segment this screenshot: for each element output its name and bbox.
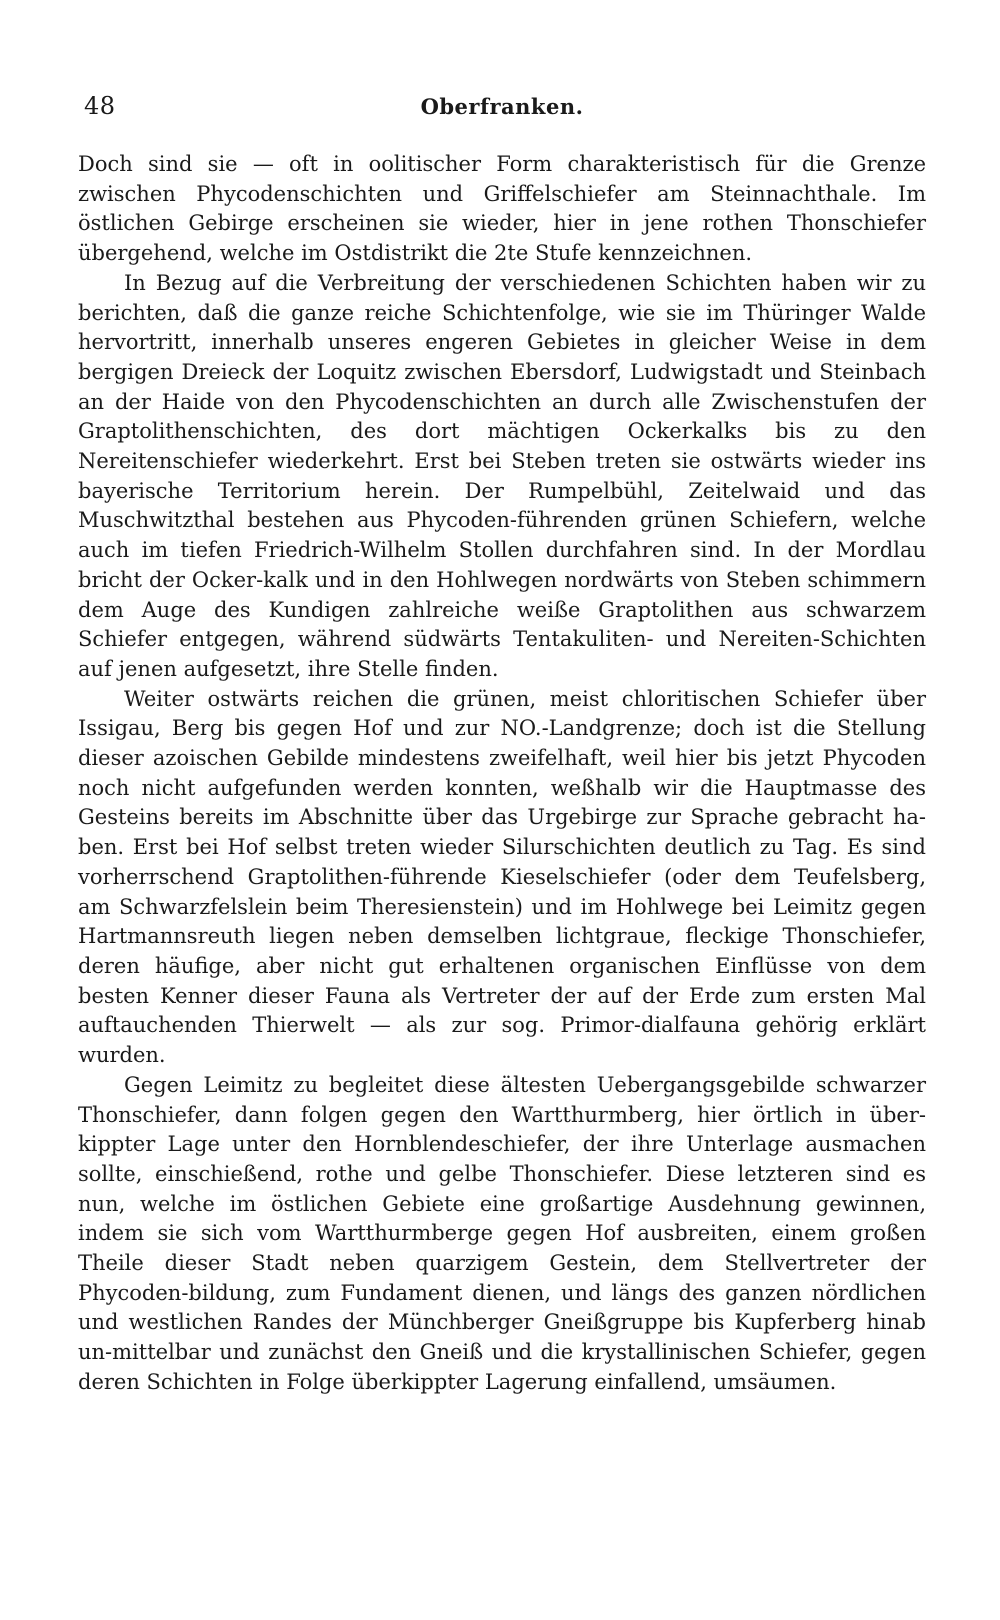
page-number: 48 [84,92,116,120]
book-page [78,92,926,1398]
paragraph-leimitz: Gegen Leimitz zu begleitet diese ältesten Uebergangsgebilde schwarzer Thonschiefer, dann folgen gegen den Wartthurmberg, hier örtlich in über-kippter Lage unter den Hornblendeschiefer, der ihre Unterlage ausmachen sollte, einschießend, rothe und gelbe Thonschiefer. Diese letzteren sind es nun, welche im östlichen Gebiete eine großartige Ausdehnung gewinnen, indem sie sich vom Wartthurmberge gegen Hof ausbreiten, einem großen Theile dieser Stadt neben quarzigem Gestein, dem Stellvertreter der Phycoden-bildung, zum Fundament dienen, und längs des ganzen nördlichen und westlichen Randes der Münchberger Gneißgruppe bis Kupferberg hinab un-mittelbar und zunächst den Gneiß und die krystallinischen Schiefer, gegen deren Schichten in Folge überkippter Lagerung einfallend, umsäumen. [78,1072,926,1394]
page-header [78,92,926,132]
running-title: Oberfranken. [420,94,584,119]
paragraph-continuation: Doch sind sie — oft in oolitischer Form charakteristisch für die Grenze zwischen Phycodenschichten und Griffelschiefer am Steinnachthale. Im östlichen Gebirge erscheinen sie wieder, hier in jene rothen Thonschiefer übergehend, welche im Ostdistrikt die 2te Stufe kennzeichnen. [78,152,926,266]
paragraph-eastward: Weiter ostwärts reichen die grünen, meist chloritischen Schiefer über Issigau, Berg bis gegen Hof und zur NO.-Landgrenze; doch ist die Stellung dieser azoischen Gebilde mindestens zweifelhaft, weil hier bis jetzt Phycoden noch nicht aufgefunden werden konnten, weßhalb wir die Hauptmasse des Gesteins bereits im Abschnitte über das Urgebirge zur Sprache gebracht ha-ben. Erst bei Hof selbst treten wieder Silurschichten deutlich zu Tag. Es sind vorherrschend Graptolithen-führende Kieselschiefer (oder dem Teufelsberg, am Schwarzfelslein beim Theresienstein) und im Hohlwege bei Leimitz gegen Hartmannsreuth liegen neben demselben lichtgraue, fleckige Thonschiefer, deren häufige, aber nicht gut erhaltenen organischen Einflüsse von dem besten Kenner dieser Fauna als Vertreter der auf der Erde zum ersten Mal auftauchenden Thierwelt — als zur sog. Primor-dialfauna gehörig erklärt wurden. [78,686,926,1068]
paragraph-distribution: In Bezug auf die Verbreitung der verschiedenen Schichten haben wir zu berichten, daß die ganze reiche Schichtenfolge, wie sie im Thüringer Walde hervortritt, innerhalb unseres engeren Gebietes in gleicher Weise in dem bergigen Dreieck der Loquitz zwischen Ebersdorf, Ludwigstadt und Steinbach an der Haide von den Phycodenschichten an durch alle Zwischenstufen der Graptolithenschichten, des dort mächtigen Ockerkalks bis zu den Nereitenschiefer wiederkehrt. Erst bei Steben treten sie ostwärts wieder ins bayerische Territorium herein. Der Rumpelbühl, Zeitelwaid und das Muschwitzthal bestehen aus Phycoden-führenden grünen Schiefern, welche auch im tiefen Friedrich-Wilhelm Stollen durchfahren sind. In der Mordlau bricht der Ocker-kalk und in den Hohlwegen nordwärts von Steben schimmern dem Auge des Kundigen zahlreiche weiße Graptolithen aus schwarzem Schiefer entgegen, während südwärts Tentakuliten- und Nereiten-Schichten auf jenen aufgesetzt, ihre Stelle finden. [78,270,926,681]
text-body [78,150,926,1398]
